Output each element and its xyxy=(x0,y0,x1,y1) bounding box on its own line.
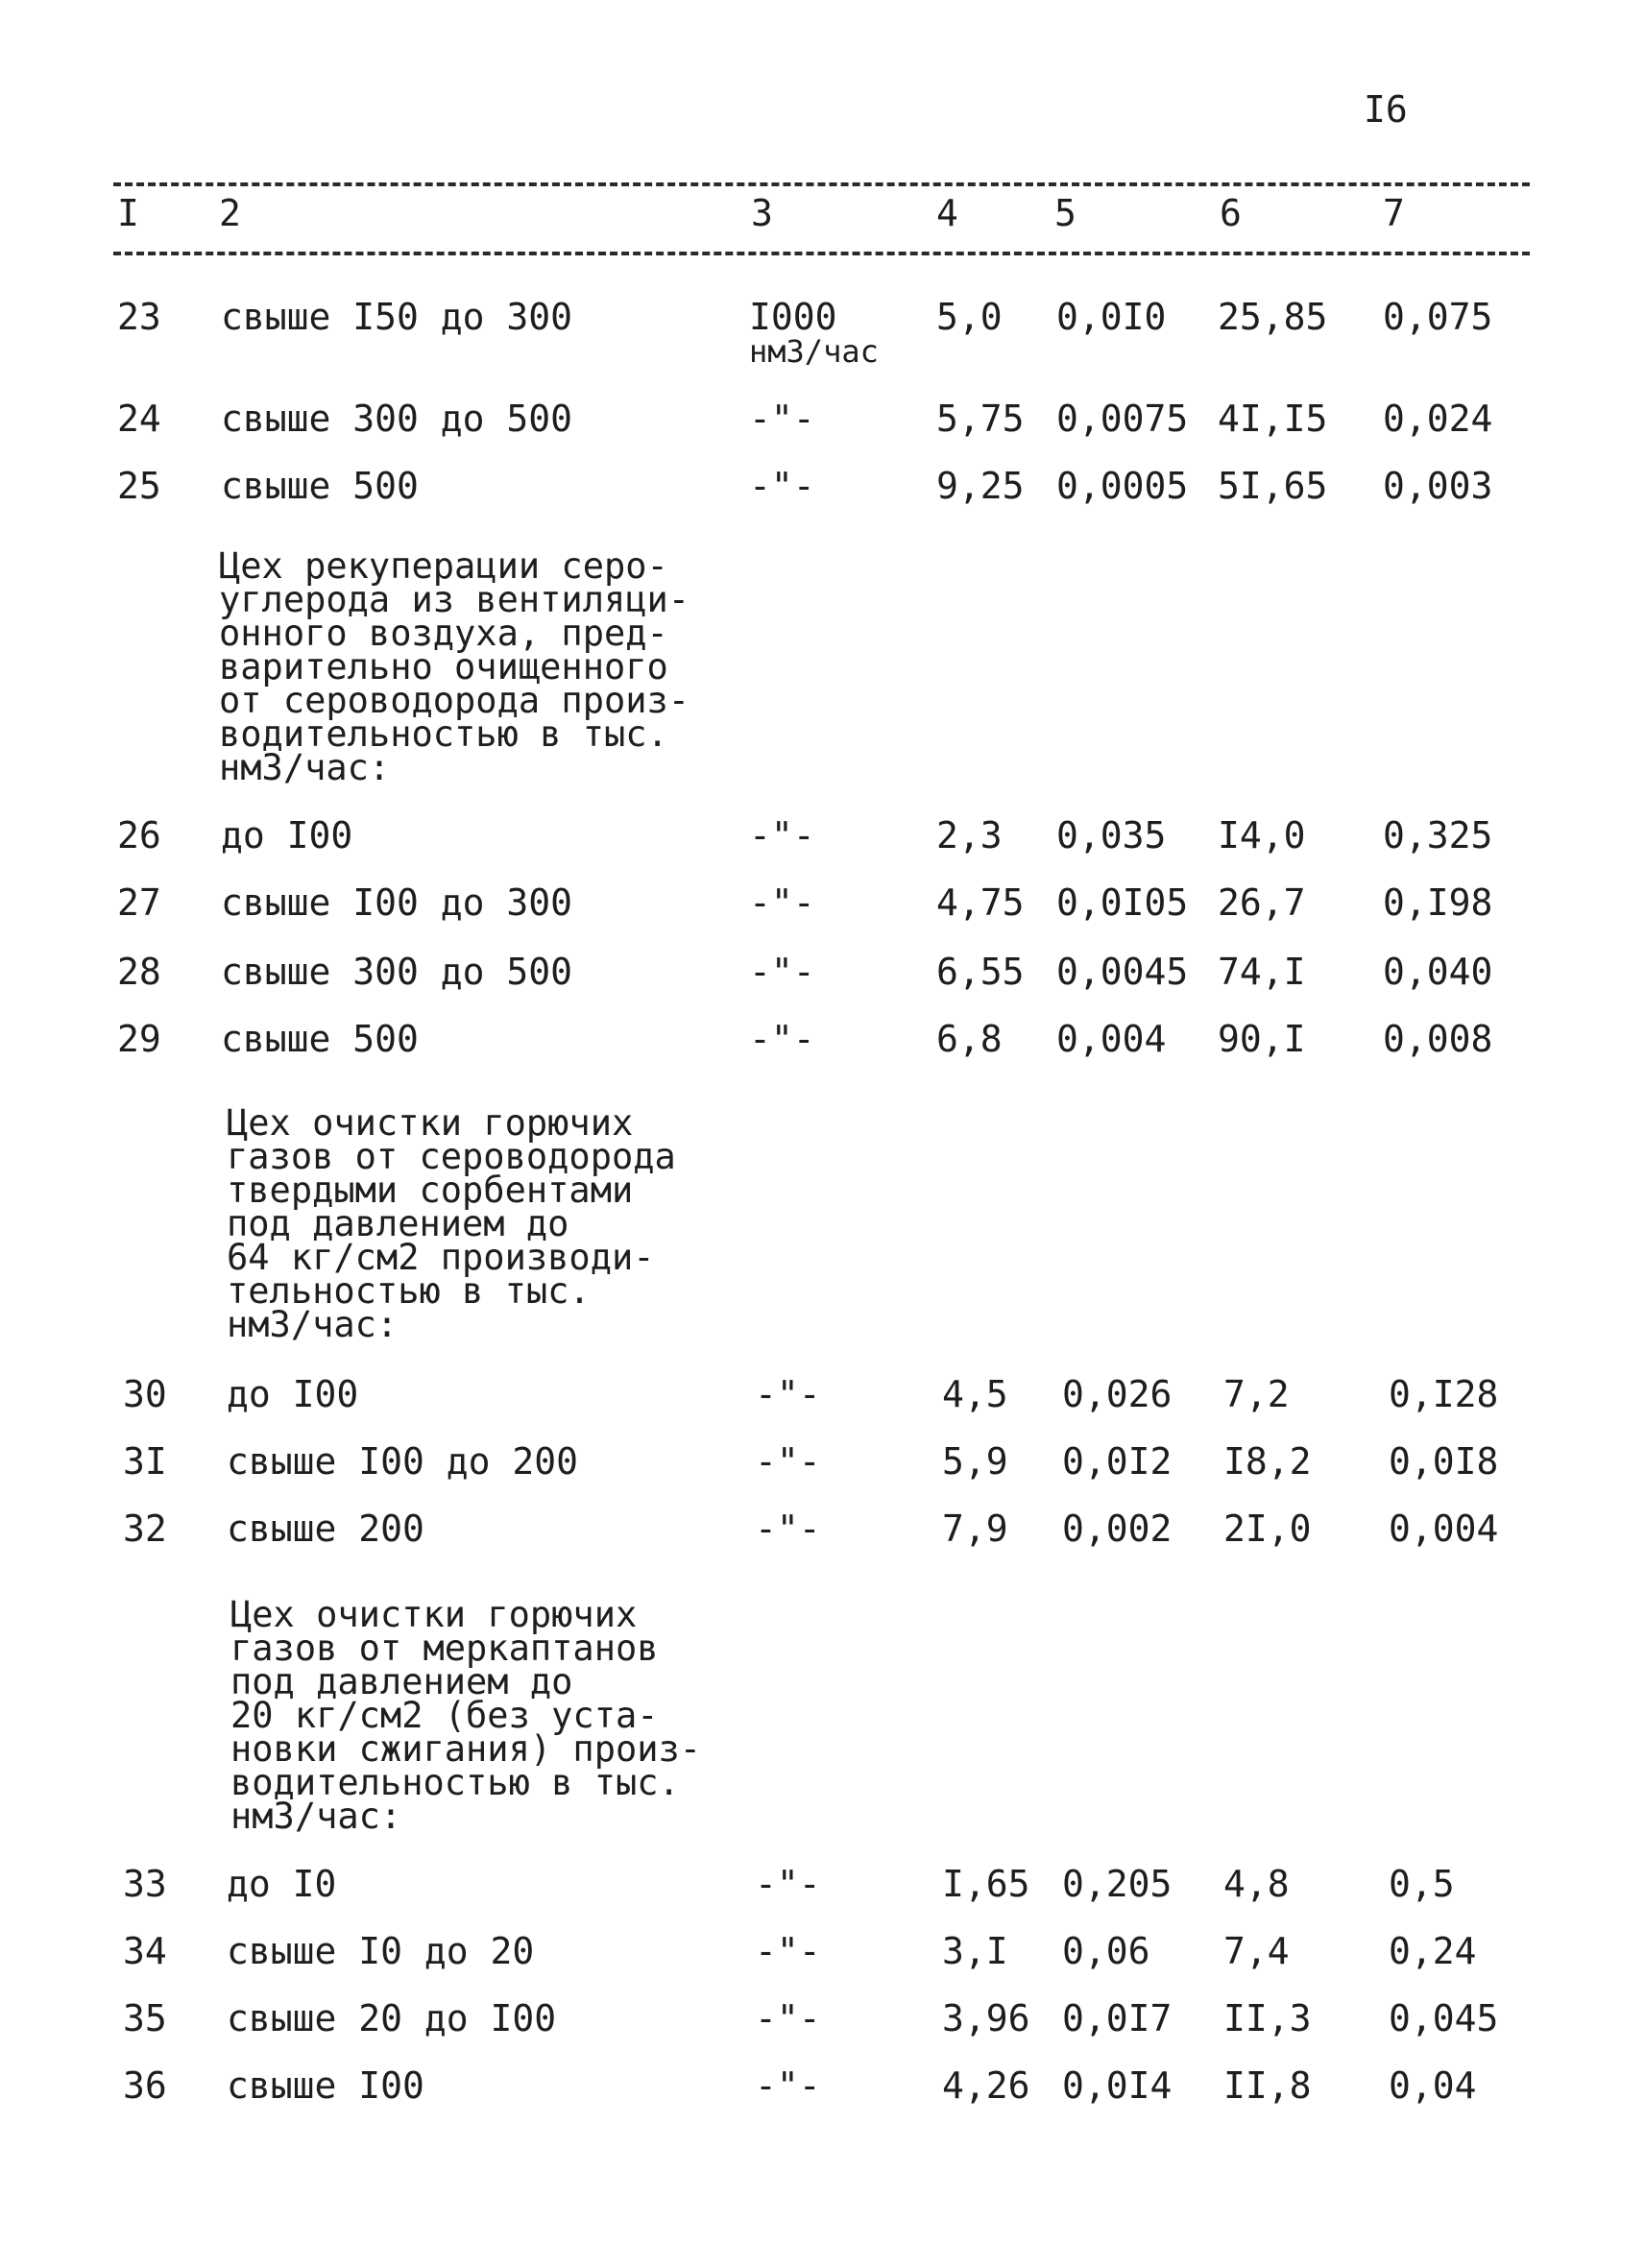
row-name: свыше 200 xyxy=(227,1508,424,1550)
column-header-7: 7 xyxy=(1383,192,1405,234)
page-number: I6 xyxy=(1364,88,1408,131)
row-col-7: 0,I28 xyxy=(1389,1373,1499,1415)
row-unit xyxy=(749,881,815,924)
column-header-1: I xyxy=(117,192,139,234)
row-col-5: 0,0I05 xyxy=(1056,881,1189,924)
row-col-5: 0,0045 xyxy=(1056,951,1189,993)
row-unit xyxy=(749,465,815,507)
row-number: 24 xyxy=(117,398,161,440)
row-col-7: 0,325 xyxy=(1383,814,1493,857)
row-col-4: 4,5 xyxy=(942,1373,1008,1415)
row-col-6: 74,I xyxy=(1218,951,1306,993)
row-col-7: 0,040 xyxy=(1383,951,1493,993)
unit-line: I000 xyxy=(749,296,837,338)
row-col-7: 0,I98 xyxy=(1383,881,1493,924)
row-number: 29 xyxy=(117,1018,161,1060)
unit-line: -"- xyxy=(755,1440,821,1483)
row-col-4: 3,I xyxy=(942,1930,1008,1972)
row-number: 30 xyxy=(123,1373,167,1415)
row-number: 34 xyxy=(123,1930,167,1972)
row-col-4: 5,0 xyxy=(936,296,1003,338)
row-col-6: II,3 xyxy=(1223,1997,1312,2039)
row-col-4: 5,9 xyxy=(942,1440,1008,1483)
row-number: 33 xyxy=(123,1863,167,1905)
row-number: 35 xyxy=(123,1997,167,2039)
row-name: свыше I00 до 200 xyxy=(227,1440,579,1483)
row-name: свыше I00 до 300 xyxy=(221,881,573,924)
row-number: 32 xyxy=(123,1508,167,1550)
column-header-3: 3 xyxy=(751,192,773,234)
row-col-4: 2,3 xyxy=(936,814,1003,857)
row-name: свыше 20 до I00 xyxy=(227,1997,557,2039)
row-col-6: I8,2 xyxy=(1223,1440,1312,1483)
row-col-7: 0,045 xyxy=(1389,1997,1499,2039)
row-col-5: 0,004 xyxy=(1056,1018,1167,1060)
row-number: 36 xyxy=(123,2064,167,2107)
row-col-7: 0,04 xyxy=(1389,2064,1477,2107)
unit-line: -"- xyxy=(749,814,815,857)
row-col-7: 0,0I8 xyxy=(1389,1440,1499,1483)
row-col-5: 0,205 xyxy=(1062,1863,1173,1905)
unit-line: -"- xyxy=(755,1930,821,1972)
row-unit xyxy=(755,1508,821,1550)
unit-line: -"- xyxy=(755,1508,821,1550)
unit-line: -"- xyxy=(755,1863,821,1905)
section-heading: Цех очистки горючих газов от меркаптанов под давлением до 20 кг/см2 (без уста- новки сжигания) произ- водительностью в тыс. нм3/час: xyxy=(230,1594,702,1837)
column-header-6: 6 xyxy=(1220,192,1242,234)
row-unit xyxy=(755,2064,821,2107)
row-col-7: 0,5 xyxy=(1389,1863,1455,1905)
row-col-7: 0,24 xyxy=(1389,1930,1477,1972)
row-col-4: 7,9 xyxy=(942,1508,1008,1550)
row-col-7: 0,024 xyxy=(1383,398,1493,440)
unit-line: -"- xyxy=(749,881,815,924)
unit-line: -"- xyxy=(749,465,815,507)
row-name: свыше I50 до 300 xyxy=(221,296,573,338)
row-col-6: 7,2 xyxy=(1223,1373,1290,1415)
row-name: свыше 300 до 500 xyxy=(221,951,573,993)
unit-line: -"- xyxy=(749,1018,815,1060)
row-name: свыше 300 до 500 xyxy=(221,398,573,440)
row-name: свыше 500 xyxy=(221,465,419,507)
row-col-5: 0,0I7 xyxy=(1062,1997,1173,2039)
unit-line: -"- xyxy=(755,1997,821,2039)
section-heading: Цех рекуперации серо- углерода из вентиляци- онного воздуха, пред- варительно очищенного от сероводорода произ- водительностью в тыс. нм3/час: xyxy=(219,545,690,788)
row-col-4: 5,75 xyxy=(936,398,1025,440)
row-col-6: I4,0 xyxy=(1218,814,1306,857)
row-col-5: 0,026 xyxy=(1062,1373,1173,1415)
row-name: до I0 xyxy=(227,1863,337,1905)
row-number: 3I xyxy=(123,1440,167,1483)
row-number: 28 xyxy=(117,951,161,993)
row-unit xyxy=(755,1997,821,2039)
row-col-6: 2I,0 xyxy=(1223,1508,1312,1550)
column-header-5: 5 xyxy=(1054,192,1077,234)
row-col-5: 0,0I0 xyxy=(1056,296,1167,338)
row-col-7: 0,075 xyxy=(1383,296,1493,338)
column-header-2: 2 xyxy=(219,192,241,234)
row-col-7: 0,003 xyxy=(1383,465,1493,507)
row-col-6: 25,85 xyxy=(1218,296,1328,338)
row-number: 26 xyxy=(117,814,161,857)
row-col-4: 4,75 xyxy=(936,881,1025,924)
row-name: свыше I0 до 20 xyxy=(227,1930,535,1972)
row-col-6: 5I,65 xyxy=(1218,465,1328,507)
row-col-5: 0,0I4 xyxy=(1062,2064,1173,2107)
row-col-5: 0,0075 xyxy=(1056,398,1189,440)
header-rule-top xyxy=(113,182,1530,186)
row-col-4: 3,96 xyxy=(942,1997,1030,2039)
row-col-5: 0,06 xyxy=(1062,1930,1150,1972)
row-col-4: 4,26 xyxy=(942,2064,1030,2107)
row-unit xyxy=(755,1863,821,1905)
row-name: свыше 500 xyxy=(221,1018,419,1060)
unit-line: нм3/час xyxy=(749,333,879,370)
row-number: 23 xyxy=(117,296,161,338)
row-unit xyxy=(755,1440,821,1483)
row-col-5: 0,0005 xyxy=(1056,465,1189,507)
row-col-5: 0,0I2 xyxy=(1062,1440,1173,1483)
row-col-7: 0,004 xyxy=(1389,1508,1499,1550)
column-header-4: 4 xyxy=(936,192,958,234)
section-heading: Цех очистки горючих газов от сероводорода твердыми сорбентами под давлением до 64 кг/см2 производи- тельностью в тыс. нм3/час: xyxy=(227,1102,676,1345)
row-col-5: 0,002 xyxy=(1062,1508,1173,1550)
unit-line: -"- xyxy=(749,951,815,993)
row-unit xyxy=(755,1373,821,1415)
row-unit xyxy=(749,951,815,993)
row-number: 25 xyxy=(117,465,161,507)
row-col-6: 4,8 xyxy=(1223,1863,1290,1905)
row-col-4: 6,55 xyxy=(936,951,1025,993)
row-col-6: II,8 xyxy=(1223,2064,1312,2107)
unit-line: -"- xyxy=(755,2064,821,2107)
row-col-4: I,65 xyxy=(942,1863,1030,1905)
row-col-5: 0,035 xyxy=(1056,814,1167,857)
unit-line: -"- xyxy=(749,398,815,440)
row-name: до I00 xyxy=(227,1373,359,1415)
row-unit xyxy=(749,1018,815,1060)
row-col-6: 90,I xyxy=(1218,1018,1306,1060)
row-col-6: 26,7 xyxy=(1218,881,1306,924)
row-unit xyxy=(749,398,815,440)
header-rule-bottom xyxy=(113,252,1530,255)
row-unit xyxy=(755,1930,821,1972)
row-col-6: 7,4 xyxy=(1223,1930,1290,1972)
row-col-4: 6,8 xyxy=(936,1018,1003,1060)
row-name: свыше I00 xyxy=(227,2064,424,2107)
row-col-6: 4I,I5 xyxy=(1218,398,1328,440)
row-number: 27 xyxy=(117,881,161,924)
row-unit xyxy=(749,814,815,857)
row-col-4: 9,25 xyxy=(936,465,1025,507)
row-name: до I00 xyxy=(221,814,353,857)
unit-line: -"- xyxy=(755,1373,821,1415)
row-col-7: 0,008 xyxy=(1383,1018,1493,1060)
row-unit xyxy=(749,296,879,370)
